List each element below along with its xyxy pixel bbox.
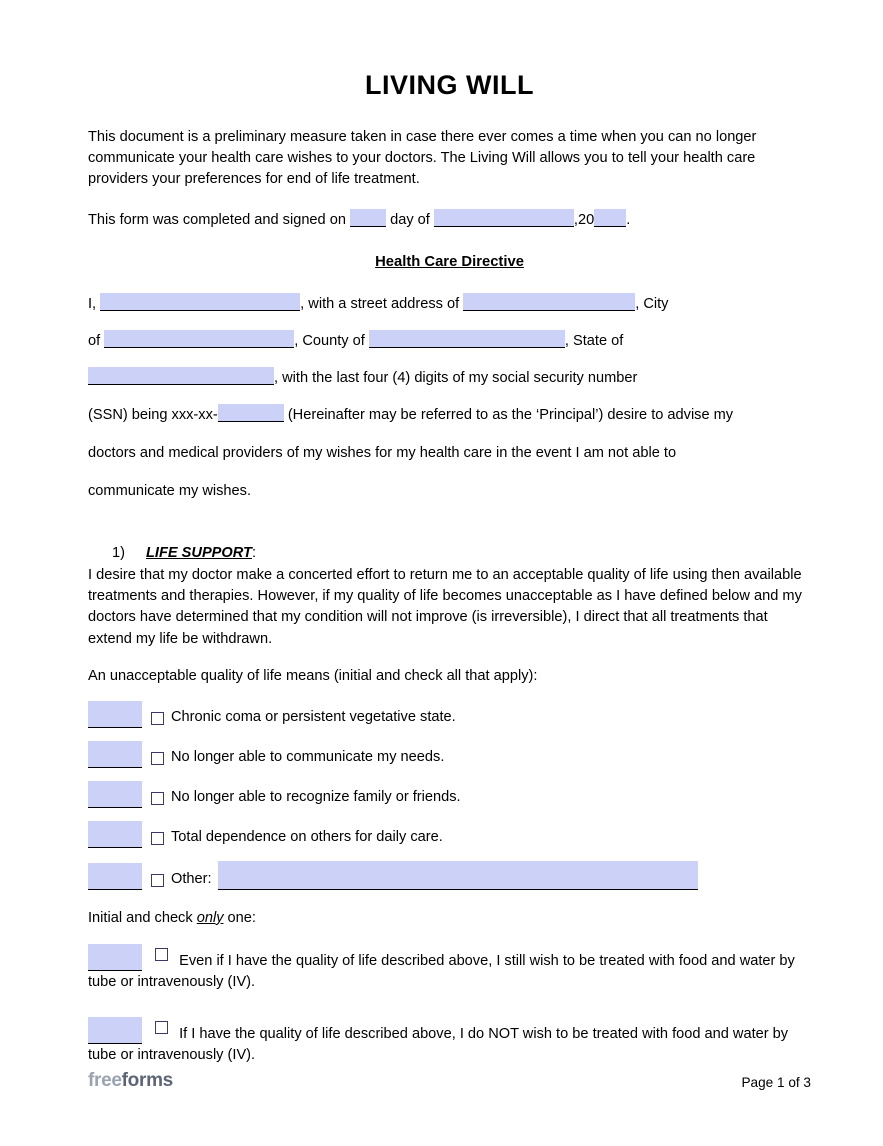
section-1-number: 1) xyxy=(112,545,125,562)
directive-line-1 xyxy=(88,286,811,323)
ssn-label: , with the last four (4) digits of my social security number xyxy=(274,370,638,387)
directive-line-6: communicate my wishes. xyxy=(88,483,252,500)
intro-paragraph: This document is a preliminary measure taken in case there ever comes a time when you can no longer communicate your health care wishes to your doctors. The Living Will allows you to tell your health care providers your preferences for end of life treatment. xyxy=(88,129,757,188)
checkbox-icon[interactable] xyxy=(151,712,164,725)
option-row xyxy=(88,701,811,728)
only-emphasis: only xyxy=(196,909,224,926)
section-1-title: LIFE SUPPORT xyxy=(146,545,252,562)
initial-field[interactable] xyxy=(88,701,142,728)
option-row xyxy=(88,781,811,808)
initial-field[interactable] xyxy=(88,741,142,768)
completed-prefix: This form was completed and signed on xyxy=(88,212,346,229)
option-label: Chronic coma or persistent vegetative state. xyxy=(171,709,456,726)
city-label: , City xyxy=(635,295,669,312)
option-row xyxy=(88,741,811,768)
freeforms-logo xyxy=(88,1070,173,1092)
county-field[interactable] xyxy=(369,330,565,348)
section-1-colon: : xyxy=(251,545,257,562)
directive-line-2 xyxy=(88,323,811,360)
directive-line-5: doctors and medical providers of my wishes for my health care in the event I am not able to xyxy=(88,445,677,462)
of-label: of xyxy=(88,332,101,349)
state-field[interactable] xyxy=(88,367,274,385)
choice-label: If I have the quality of life described above, I do NOT wish to be treated with food and water by tube or intravenously (IV). xyxy=(88,1026,789,1064)
logo-light: free xyxy=(88,1070,122,1091)
initial-field[interactable] xyxy=(88,781,142,808)
completion-line xyxy=(88,206,811,231)
choice-row xyxy=(88,1011,811,1066)
choice-label: Even if I have the quality of life described above, I still wish to be treated with food and water by tube or intravenously (IV). xyxy=(88,952,795,990)
logo-bold: forms xyxy=(121,1070,173,1091)
option-label: No longer able to recognize family or friends. xyxy=(171,789,461,806)
checkbox-icon[interactable] xyxy=(155,1021,168,1034)
directive-line-4 xyxy=(88,397,811,435)
full-name-field[interactable] xyxy=(100,293,300,311)
initial-field[interactable] xyxy=(88,863,142,890)
checkbox-icon[interactable] xyxy=(151,752,164,765)
directive-line-3 xyxy=(88,360,811,397)
section-subheading: Health Care Directive xyxy=(375,253,524,270)
section-1-heading xyxy=(88,545,811,561)
street-address-label: , with a street address of xyxy=(300,295,460,312)
initial-field[interactable] xyxy=(88,821,142,848)
initial-field[interactable] xyxy=(88,944,142,971)
period: . xyxy=(626,212,631,229)
checkbox-icon[interactable] xyxy=(155,948,168,961)
month-field[interactable] xyxy=(434,209,574,227)
day-field[interactable] xyxy=(350,209,386,227)
state-label: , State of xyxy=(564,332,624,349)
only-prefix: Initial and check xyxy=(88,909,197,926)
ssn-prefix: (SSN) being xxx-xx- xyxy=(88,407,218,424)
checkbox-icon[interactable] xyxy=(151,792,164,805)
principal-text: (Hereinafter may be referred to as the ‘Principal’) desire to advise my xyxy=(287,407,734,424)
page-title: LIVING WILL xyxy=(365,70,534,100)
other-text-field[interactable] xyxy=(218,861,698,890)
ssn-field[interactable] xyxy=(218,404,284,422)
checkbox-icon[interactable] xyxy=(151,832,164,845)
option-row-other xyxy=(88,861,811,890)
option-label: Other: xyxy=(171,871,212,888)
option-label: No longer able to communicate my needs. xyxy=(171,749,445,766)
option-label: Total dependence on others for daily care. xyxy=(171,829,443,846)
initial-only-instruction xyxy=(88,910,811,926)
only-suffix: one: xyxy=(223,909,256,926)
day-of-label: day of xyxy=(390,212,430,229)
initial-field[interactable] xyxy=(88,1017,142,1044)
checkbox-icon[interactable] xyxy=(151,874,164,887)
street-address-field[interactable] xyxy=(463,293,635,311)
city-field[interactable] xyxy=(104,330,294,348)
page-number: Page 1 of 3 xyxy=(741,1075,811,1090)
i-label: I, xyxy=(88,295,97,312)
choice-row xyxy=(88,938,811,993)
year-prefix: ,20 xyxy=(573,212,595,229)
health-care-directive-block xyxy=(88,286,811,511)
option-row xyxy=(88,821,811,848)
year-field[interactable] xyxy=(594,209,626,227)
county-label: , County of xyxy=(294,332,365,349)
section-1-prompt: An unacceptable quality of life means (initial and check all that apply): xyxy=(88,667,538,684)
section-1-paragraph: I desire that my doctor make a concerted effort to return me to an acceptable quality of life using then available treatments and therapies. However, if my quality of life becomes unacceptable as I have defined below and my doctors have determined that my condition will not improve (is irreversible), I direct that all treatments that extend my life be withdrawn. xyxy=(88,567,802,647)
